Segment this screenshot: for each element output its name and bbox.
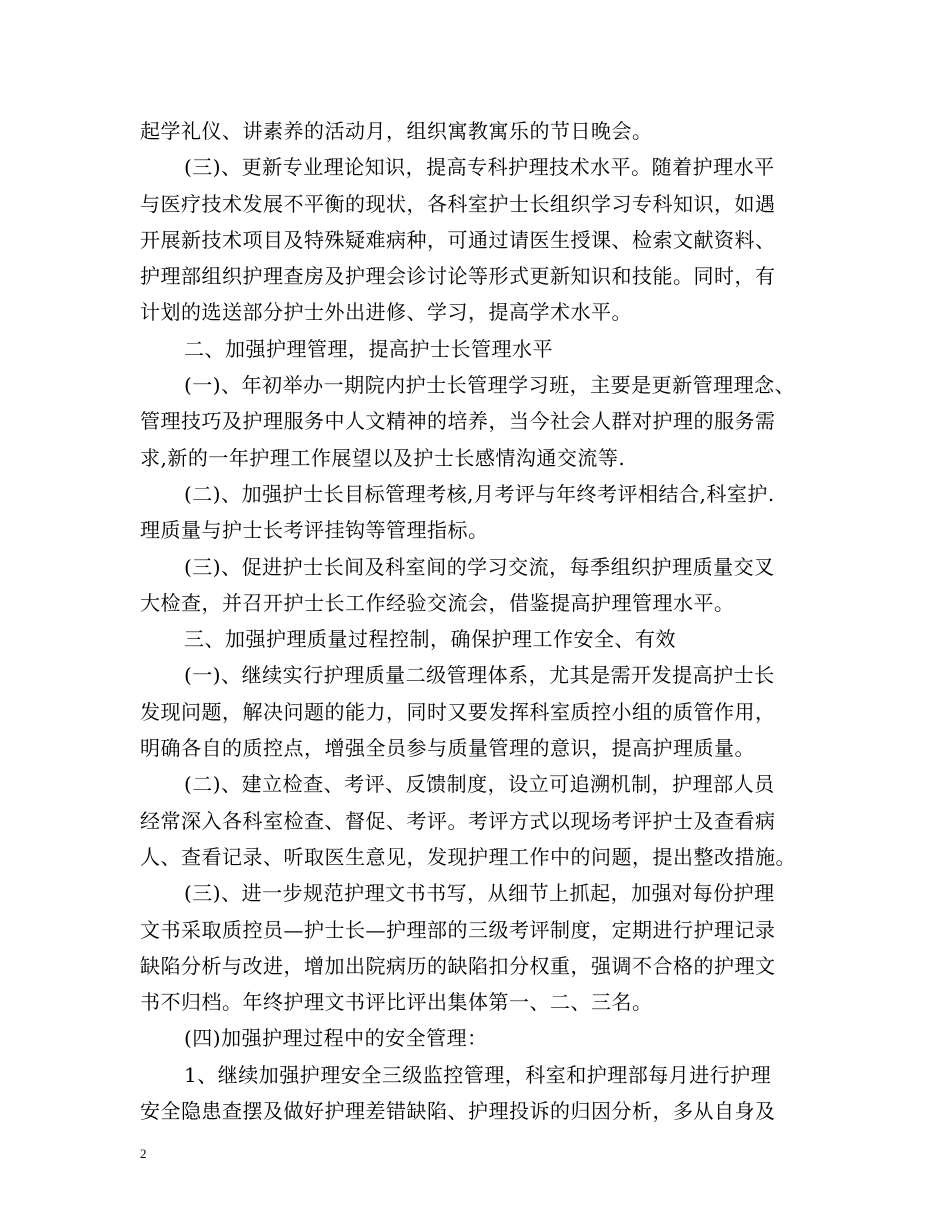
page-number: 2: [140, 1146, 147, 1161]
text-line: (三)、促进护士长间及科室间的学习交流，每季组织护理质量交叉: [184, 554, 775, 579]
section-heading: 三、加强护理质量过程控制，确保护理工作安全、有效: [184, 627, 676, 652]
text-line: (二)、建立检查、考评、反馈制度，设立可追溯机制，护理部人员: [184, 772, 775, 797]
text-line: 管理技巧及护理服务中人文精神的培养，当今社会人群对护理的服务需: [140, 409, 776, 434]
text-line: 书不归档。年终护理文书评比评出集体第一、二、三名。: [140, 990, 653, 1015]
text-line: (三)、更新专业理论知识，提高专科护理技术水平。随着护理水平: [184, 155, 775, 180]
text-line: 大检查，并召开护士长工作经验交流会，借鉴提高护理管理水平。: [140, 590, 735, 615]
subsection-heading: (四)加强护理过程中的安全管理：: [184, 1026, 488, 1051]
text-line: 计划的选送部分护士外出进修、学习，提高学术水平。: [140, 300, 632, 325]
text-line: 起学礼仪、讲素养的活动月，组织寓教寓乐的节日晚会。: [140, 119, 653, 143]
text-line: 文书采取质控员—护士长—护理部的三级考评制度，定期进行护理记录: [140, 917, 776, 942]
text-line: 发现问题，解决问题的能力，同时又要发挥科室质控小组的质管作用，: [140, 699, 776, 724]
body-text: [140, 113, 830, 1129]
text-line: 1、继续加强护理安全三级监控管理，科室和护理部每月进行护理: [184, 1062, 772, 1087]
text-line: (二)、加强护士长目标管理考核,月考评与年终考评相结合,科室护.: [184, 481, 775, 506]
text-line: 人、查看记录、听取医生意见，发现护理工作中的问题，提出整改措施。: [140, 844, 796, 869]
text-line: 安全隐患查摆及做好护理差错缺陷、护理投诉的归因分析，多从自身及: [140, 1099, 776, 1124]
section-heading: 二、加强护理管理，提高护士长管理水平: [184, 336, 553, 361]
text-line: 护理部组织护理查房及护理会诊讨论等形式更新知识和技能。同时，有: [140, 264, 776, 289]
text-line: 求,新的一年护理工作展望以及护士长感情沟通交流等.: [140, 445, 626, 470]
text-line: 开展新技术项目及特殊疑难病种，可通过请医生授课、检索文献资料、: [140, 227, 776, 252]
text-line: 经常深入各科室检查、督促、考评。考评方式以现场考评护士及查看病: [140, 808, 776, 833]
text-line: 明确各自的质控点，增强全员参与质量管理的意识，提高护理质量。: [140, 736, 755, 761]
text-line: (一)、年初举办一期院内护士长管理学习班，主要是更新管理理念、: [184, 373, 796, 398]
text-line: (三)、进一步规范护理文书书写，从细节上抓起，加强对每份护理: [184, 881, 775, 906]
text-line: 缺陷分析与改进，增加出院病历的缺陷扣分权重，强调不合格的护理文: [140, 953, 776, 978]
text-line: 理质量与护士长考评挂钩等管理指标。: [140, 518, 489, 543]
text-line: (一)、继续实行护理质量二级管理体系，尤其是需开发提高护士长: [184, 663, 775, 688]
text-line: 与医疗技术发展不平衡的现状，各科室护士长组织学习专科知识，如遇: [140, 191, 776, 216]
